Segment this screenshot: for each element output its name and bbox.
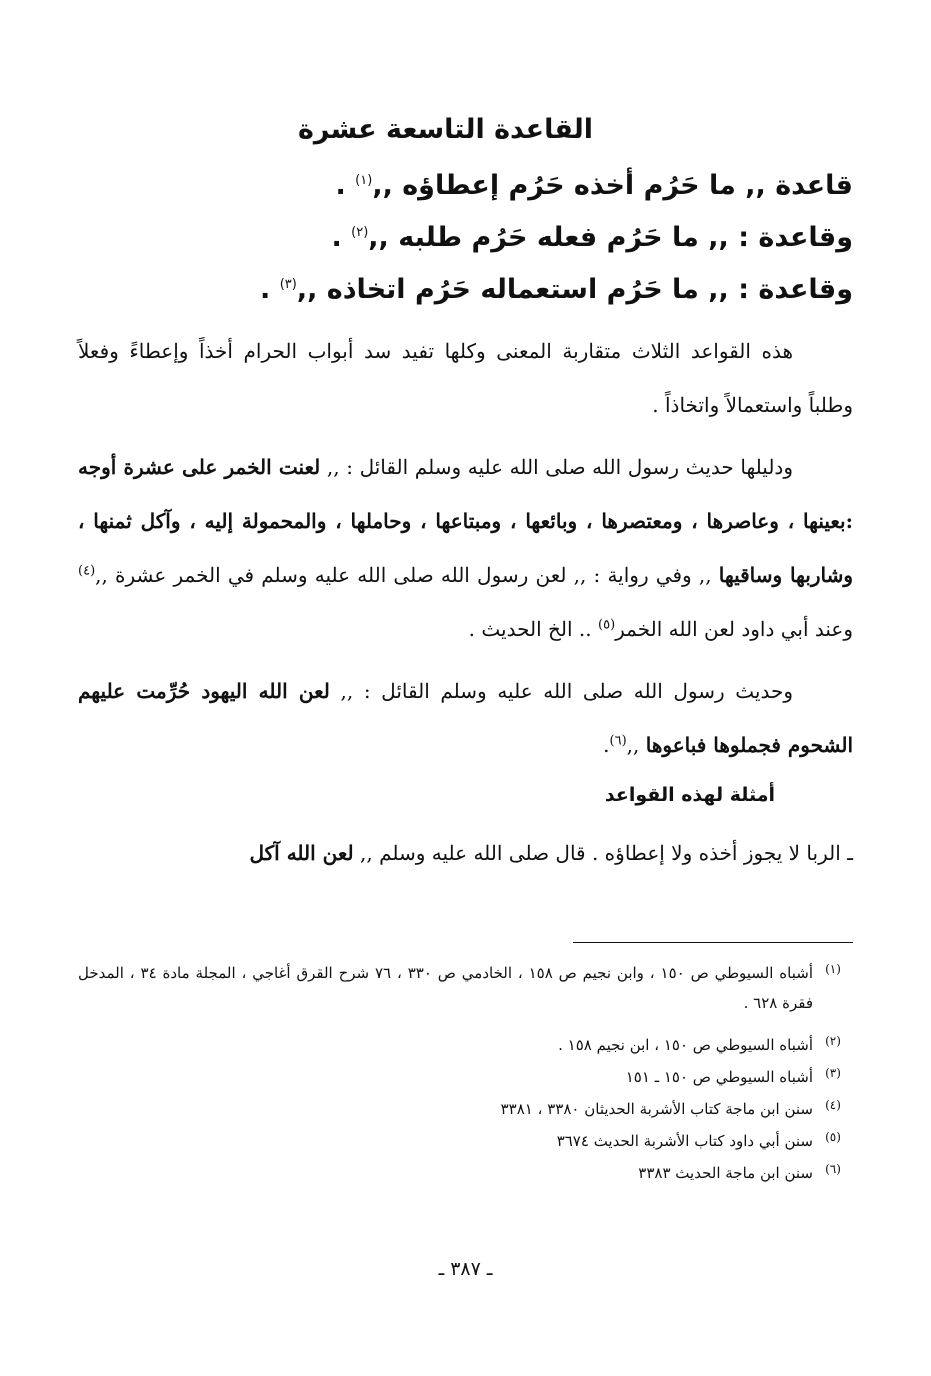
footnote-2	[78, 1030, 853, 1060]
rule-end: .	[335, 170, 356, 201]
rule-text: وقاعدة : ,, ما حَرُم فعله حَرُم طلبه ,,	[368, 222, 853, 253]
rule-end: .	[260, 274, 280, 305]
footnote-number: (٢)	[825, 1034, 841, 1048]
rule-text: وقاعدة : ,, ما حَرُم استعماله حَرُم اتخاذه ,,	[296, 274, 853, 305]
paragraph-evidence-1	[78, 440, 853, 656]
page-title: القاعدة التاسعة عشرة	[297, 114, 594, 145]
rule-line-2	[78, 212, 853, 264]
footnote-6	[78, 1158, 853, 1188]
paragraph-text: .	[603, 733, 610, 757]
paragraph-text: ودليلها حديث رسول الله صلى الله عليه وسلم القائل : ,,	[320, 455, 793, 479]
footnote-divider	[573, 942, 853, 943]
paragraph-text: ـ الربا لا يجوز أخذه ولا إعطاؤه . قال صلى الله عليه وسلم ,,	[353, 841, 853, 865]
footnote-ref[interactable]: (٥)	[598, 617, 616, 633]
paragraph-example	[78, 826, 853, 880]
footnotes	[78, 958, 853, 1190]
footnote-ref[interactable]: (٦)	[609, 733, 627, 749]
footnote-number: (٣)	[825, 1066, 841, 1080]
hadith-text: لعن الله آكل	[249, 841, 354, 865]
footnote-3	[78, 1062, 853, 1092]
hadith-text: لعن الله اليهود حُرِّمت عليهم الشحوم فجملوها فباعوها	[78, 679, 853, 757]
footnote-5	[78, 1126, 853, 1156]
footnote-number: (٤)	[825, 1098, 841, 1112]
page-number: ـ ٣٨٧ ـ	[438, 1258, 493, 1280]
footnote-4	[78, 1094, 853, 1124]
paragraph-evidence-2	[78, 664, 853, 772]
hadith-text: لعنت الخمر على عشرة أوجه :بعينها ، وعاصرها ، ومعتصرها ، وبائعها ، ومبتاعها ، وحاملها ، والمحمولة إليه ، وآكل ثمنها ، وشاربها وساقيها	[78, 455, 853, 587]
rule-line-1	[78, 160, 853, 212]
footnote-ref[interactable]: (٢)	[351, 225, 369, 240]
rule-line-3	[78, 264, 853, 316]
paragraph-summary: هذه القواعد الثلاث متقاربة المعنى وكلها تفيد سد أبواب الحرام أخذاً وإعطاءً وفعلاً وطلباً واستعمالاً واتخاذاً .	[78, 339, 853, 417]
paragraph-text: وحديث رسول الله صلى الله عليه وسلم القائل : ,,	[329, 679, 794, 703]
footnote-text: سنن ابن ماجة الحديث ٣٣٨٣	[638, 1164, 813, 1182]
footnote-number: (٦)	[825, 1162, 841, 1176]
footnote-ref[interactable]: (١)	[355, 173, 373, 188]
footnote-text: أشباه السيوطي ص ١٥٠ ، ابن نجيم ١٥٨ .	[558, 1036, 813, 1054]
footnote-text: سنن أبي داود كتاب الأشربة الحديث ٣٦٧٤	[556, 1132, 813, 1150]
footnote-ref[interactable]: (٣)	[279, 277, 297, 292]
paragraph-text: ,, وفي رواية : ,, لعن رسول الله صلى الله عليه وسلم في الخمر عشرة ,,	[95, 563, 719, 587]
footnote-number: (١)	[825, 962, 841, 976]
footnote-text: أشباه السيوطي ص ١٥٠ ، وابن نجيم ص ١٥٨ ، الخادمي ص ٣٣٠ ، ٧٦ شرح القرق أغاجي ، المجلة مادة ٣٤ ، المدخل فقرة ٦٢٨ .	[78, 964, 813, 1012]
rule-text: قاعدة ,, ما حَرُم أخذه حَرُم إعطاؤه ,,	[372, 170, 853, 201]
footnote-text: أشباه السيوطي ص ١٥٠ ـ ١٥١	[625, 1068, 813, 1086]
paragraph-text: وعند أبي داود لعن الله الخمر	[615, 617, 853, 641]
footnote-number: (٥)	[825, 1130, 841, 1144]
paragraph-text: .. الخ الحديث .	[468, 617, 598, 641]
footnote-text: سنن ابن ماجة كتاب الأشربة الحديثان ٣٣٨٠ ، ٣٣٨١	[500, 1100, 813, 1118]
footnote-1	[78, 958, 853, 1018]
footnote-ref[interactable]: (٤)	[78, 563, 96, 579]
paragraph-text: ,,	[626, 733, 646, 757]
rule-end: .	[331, 222, 352, 253]
section-subheading: أمثلة لهذه القواعد	[604, 784, 775, 806]
